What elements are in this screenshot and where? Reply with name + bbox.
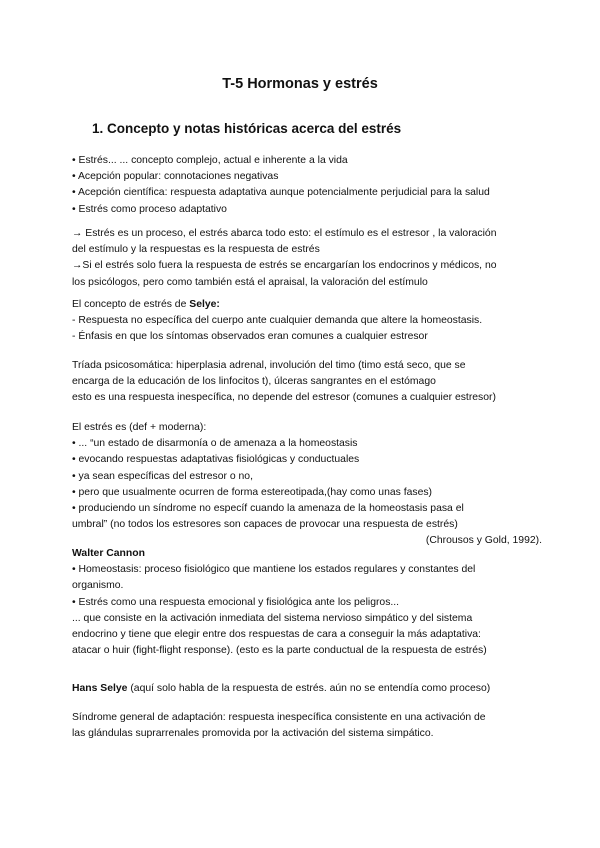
list-item: • ... “un estado de disarmonía o de amenaza a la homeostasis <box>72 438 358 450</box>
list-item: • Acepción popular: connotaciones negativas <box>72 171 279 183</box>
hans-selye-note: (aquí solo habla de la respuesta de estrés. aún no se entendía como proceso) <box>127 683 491 694</box>
cannon-section <box>72 546 542 659</box>
text-line: las glándulas suprarrenales promovida por la activación del sistema simpático. <box>72 728 434 740</box>
text-line: Tríada psicosomática: hiperplasia adrenal, involución del timo (timo está seco, que se <box>72 360 466 371</box>
citation: (Chrousos y Gold, 1992). <box>425 535 542 547</box>
list-item: • Estrés como proceso adaptativo <box>72 203 227 215</box>
text-line: organismo. <box>72 580 124 592</box>
triada-paragraph <box>72 358 542 407</box>
list-item: • produciendo un síndrome no específ cuando la amenaza de la homeostasis pasa el <box>72 503 464 515</box>
process-paragraph <box>72 226 542 291</box>
text-line: El estrés es (def + moderna): <box>72 422 207 433</box>
sga-paragraph <box>72 710 542 742</box>
section-heading: 1. Concepto y notas históricas acerca del estrés <box>92 121 402 136</box>
text-line: - Respuesta no específica del cuerpo ante cualquier demanda que altere la homeostasis. <box>72 315 483 327</box>
text-line: →Si el estrés solo fuera la respuesta de estrés se encargarían los endocrinos y médicos, no <box>72 260 497 272</box>
text-line: atacar o huir (fight-flight response). (esto es la parte conductual de la respuesta de estrés) <box>72 645 487 657</box>
selye-concept-paragraph <box>72 297 542 346</box>
list-item: • Homeostasis: proceso fisiológico que mantiene los estados regulares y constantes del <box>72 564 476 576</box>
text-line: ... que consiste en la activación inmediata del sistema nervioso simpático y del sistema <box>72 612 473 624</box>
list-item: • pero que usualmente ocurren de forma estereotipada,(hay como unas fases) <box>72 486 433 498</box>
text-line: del estímulo y la respuestas es la respuesta de estrés <box>72 244 320 256</box>
text-line: - Énfasis en que los síntomas observados eran comunes a cualquier estresor <box>72 331 428 343</box>
text-line: → Estrés es un proceso, el estrés abarca todo esto: el estímulo es el estresor , la valoración <box>72 228 497 239</box>
selye-intro: El concepto de estrés de <box>72 299 190 310</box>
text-line <box>72 681 542 697</box>
cannon-heading: Walter Cannon <box>72 548 145 559</box>
text-line: esto es una respuesta inespecífica, no depende del estresor (comunes a cualquier estresor) <box>72 392 496 404</box>
text-line: encarga de la educación de los linfocitos t), úlceras sangrantes en el estómago <box>72 376 436 388</box>
list-item: • Estrés... ... concepto complejo, actual e inherente a la vida <box>72 155 348 166</box>
list-item: • Estrés como una respuesta emocional y fisiológica ante los peligros... <box>72 596 400 608</box>
document-title: T-5 Hormonas y estrés <box>222 76 378 92</box>
hans-selye-line <box>72 681 542 697</box>
text-line <box>72 297 542 313</box>
text-line: los psicólogos, pero como también está el apraisal, la valoración del estímulo <box>72 276 428 288</box>
text-line: endocrino y tiene que elegir entre dos respuestas de cara a conseguir la más adaptativa: <box>72 629 481 641</box>
list-item: • Acepción científica: respuesta adaptativa aunque potencialmente perjudicial para la salud <box>72 187 490 199</box>
selye-name: Selye: <box>189 299 220 310</box>
modern-definition-list <box>72 420 542 550</box>
hans-selye-name: Hans Selye <box>72 683 128 694</box>
list-item: • ya sean específicas del estresor o no, <box>72 470 253 482</box>
list-item: • evocando respuestas adaptativas fisiológicas y conductuales <box>72 454 360 466</box>
intro-bullet-list <box>72 153 542 218</box>
list-item: umbral” (no todos los estresores son capaces de provocar una respuesta de estrés) <box>72 519 458 531</box>
text-line: Síndrome general de adaptación: respuesta inespecífica consistente en una activación de <box>72 712 486 723</box>
